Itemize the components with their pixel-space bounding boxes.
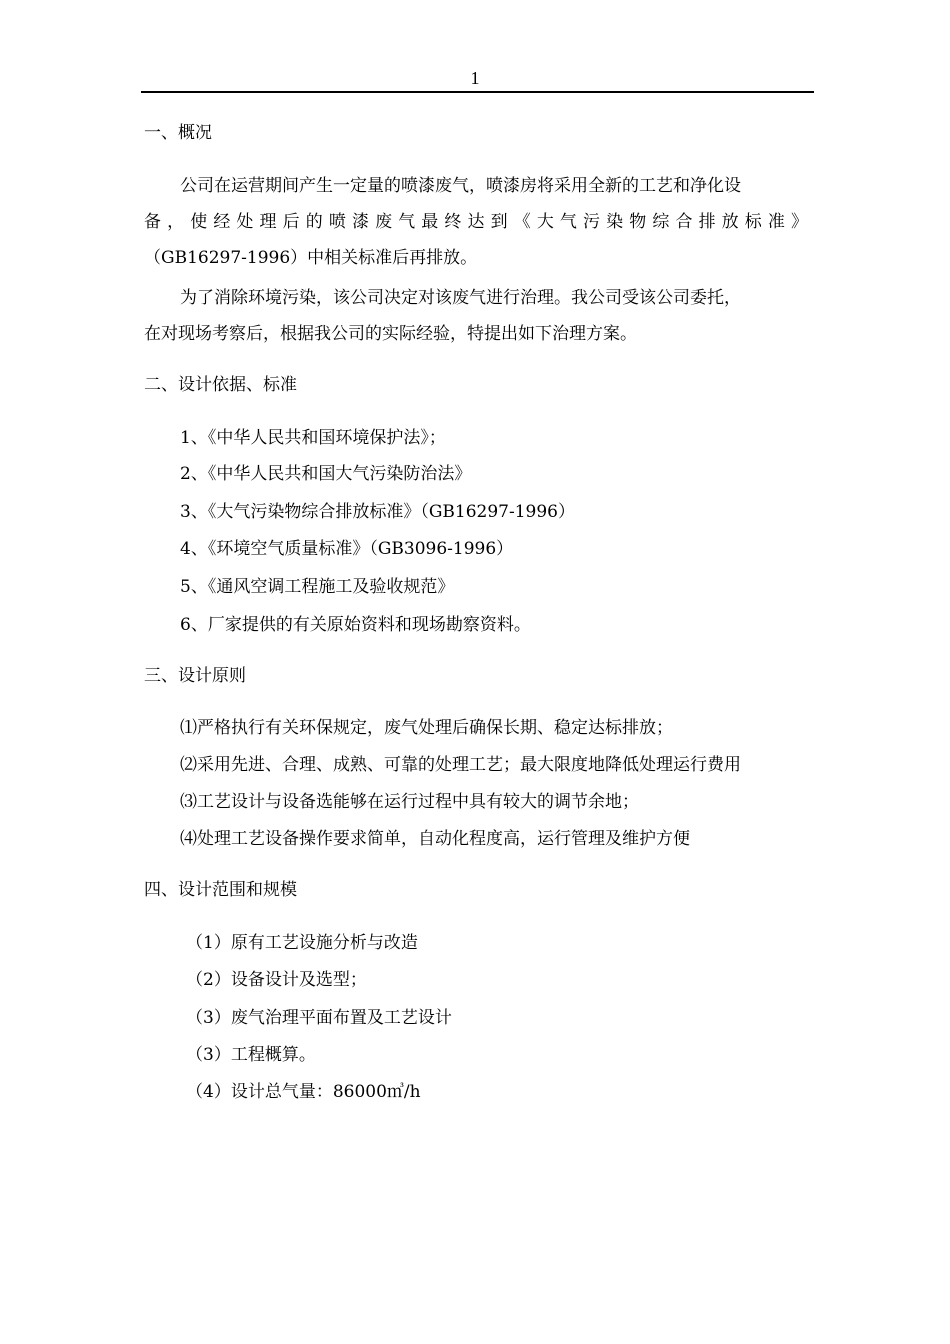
design-principle-item: ⑶工艺设计与设备选能够在运行过程中具有较大的调节余地； bbox=[180, 792, 639, 812]
design-principle-item: ⑷处理工艺设备操作要求简单，自动化程度高，运行管理及维护方便 bbox=[180, 829, 690, 849]
design-scope-item: （3）工程概算。 bbox=[186, 1045, 316, 1065]
design-principle-item: ⑵采用先进、合理、成熟、可靠的处理工艺；最大限度地降低处理运行费用 bbox=[180, 755, 741, 775]
section-heading-overview: 一、概况 bbox=[144, 123, 212, 143]
design-principle-item: ⑴严格执行有关环保规定，废气处理后确保长期、稳定达标排放； bbox=[180, 718, 673, 738]
header-rule bbox=[141, 91, 814, 93]
section-heading-design-scope: 四、设计范围和规模 bbox=[144, 880, 297, 900]
overview-paragraph-1-line-3: （GB16297-1996）中相关标准后再排放。 bbox=[144, 248, 478, 268]
section-heading-design-principles: 三、设计原则 bbox=[144, 666, 246, 686]
design-basis-item: 4、《环境空气质量标准》（GB3096-1996） bbox=[180, 539, 514, 559]
design-scope-item: （2）设备设计及选型； bbox=[186, 970, 367, 990]
design-basis-item: 2、《中华人民共和国大气污染防治法》 bbox=[180, 464, 472, 484]
overview-paragraph-1-line-1: 公司在运营期间产生一定量的喷漆废气，喷漆房将采用全新的工艺和净化设 bbox=[180, 176, 741, 196]
section-heading-design-basis: 二、设计依据、标准 bbox=[144, 375, 297, 395]
design-basis-item: 1、《中华人民共和国环境保护法》； bbox=[180, 428, 446, 448]
design-basis-item: 3、《大气污染物综合排放标准》（GB16297-1996） bbox=[180, 502, 575, 522]
design-basis-item: 5、《通风空调工程施工及验收规范》 bbox=[180, 577, 455, 597]
design-basis-item: 6、厂家提供的有关原始资料和现场勘察资料。 bbox=[180, 615, 531, 635]
overview-paragraph-2-line-1: 为了消除环境污染，该公司决定对该废气进行治理。我公司受该公司委托， bbox=[180, 288, 741, 308]
design-scope-item: （1）原有工艺设施分析与改造 bbox=[186, 933, 418, 953]
overview-paragraph-1-line-2: 备，使经处理后的喷漆废气最终达到《大气污染物综合排放标准》 bbox=[144, 212, 808, 232]
design-scope-item: （3）废气治理平面布置及工艺设计 bbox=[186, 1008, 452, 1028]
design-scope-item: （4）设计总气量：86000㎥/h bbox=[186, 1082, 421, 1102]
overview-paragraph-2-line-2: 在对现场考察后，根据我公司的实际经验，特提出如下治理方案。 bbox=[144, 324, 637, 344]
page-number: 1 bbox=[470, 68, 480, 88]
